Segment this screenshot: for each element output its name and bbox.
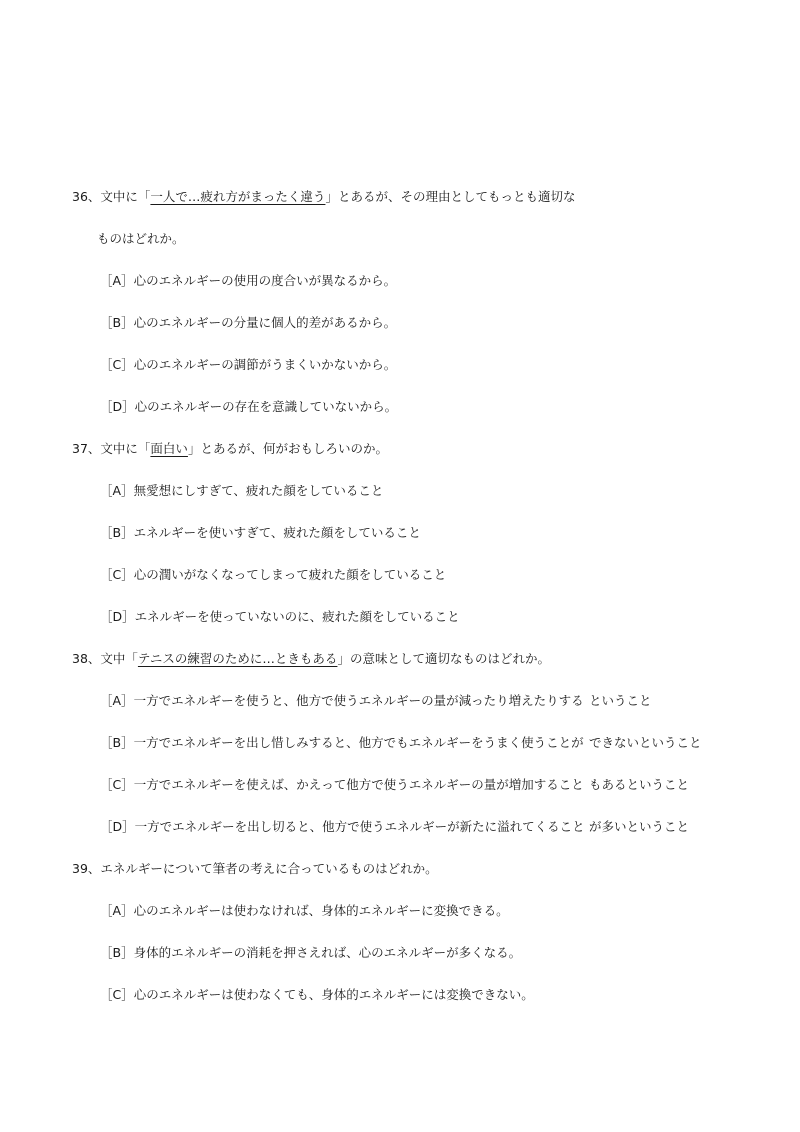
question-lead: 、文中に「 <box>87 441 151 456</box>
option-text: 心のエネルギーの存在を意識していないから。 <box>134 399 398 414</box>
option-38-d-tail: が多いということ <box>589 819 690 834</box>
option-text: 心のエネルギーは使わなくても、身体的エネルギーには変換できない。 <box>133 987 534 1002</box>
option-38-c <box>100 776 584 794</box>
option-38-d <box>100 818 585 836</box>
option-text: エネルギーを使いすぎて、疲れた顔をしていること <box>133 525 421 540</box>
option-text: 心のエネルギーの使用の度合いが異なるから。 <box>133 273 397 288</box>
question-number: 36 <box>72 189 88 204</box>
option-label: ［A］ <box>100 903 134 918</box>
option-label: ［D］ <box>100 609 135 624</box>
option-text: 心のエネルギーは使わなければ、身体的エネルギーに変換できる。 <box>133 903 509 918</box>
option-text: 一方でエネルギーを使うと、他方で使うエネルギーの量が減ったり増えたりする <box>133 693 584 708</box>
option-39-b <box>100 944 521 962</box>
option-text: 身体的エネルギーの消耗を押さえれば、心のエネルギーが多くなる。 <box>133 945 522 960</box>
option-38-b-tail: できないということ <box>589 735 702 750</box>
question-text: 」の意味として適切なものはどれか。 <box>337 651 550 666</box>
option-label: ［B］ <box>100 315 134 330</box>
quoted-phrase: テニスの練習のために…ときもある <box>137 651 338 666</box>
option-38-a-tail: ということ <box>589 693 652 708</box>
option-36-b <box>100 314 396 332</box>
question-lead: 、エネルギーについて筆者の考えに合っているものはどれか。 <box>87 861 438 876</box>
question-number: 37 <box>72 441 88 456</box>
option-text: 心のエネルギーの調節がうまくいかないから。 <box>133 357 397 372</box>
quoted-phrase: 一人で…疲れ方がまったく違う <box>150 189 326 204</box>
option-text: 一方でエネルギーを使えば、かえって他方で使うエネルギーの量が増加すること <box>133 777 584 792</box>
option-label: ［C］ <box>100 987 134 1002</box>
option-36-d <box>100 398 397 416</box>
option-label: ［D］ <box>100 819 135 834</box>
option-text: 心のエネルギーの分量に個人的差があるから。 <box>133 315 397 330</box>
option-text: 一方でエネルギーを出し惜しみすると、他方でもエネルギーをうまく使うことが <box>133 735 584 750</box>
option-36-c <box>100 356 396 374</box>
question-36 <box>72 188 575 206</box>
question-text: 」とあるが、その理由としてもっとも適切な <box>325 189 576 204</box>
option-text: 無愛想にしすぎて、疲れた顔をしていること <box>133 483 384 498</box>
question-lead: 、文中「 <box>87 651 138 666</box>
option-label: ［B］ <box>100 945 134 960</box>
option-label: ［A］ <box>100 483 134 498</box>
option-39-a <box>100 902 509 920</box>
option-38-b <box>100 734 584 752</box>
option-label: ［C］ <box>100 567 134 582</box>
option-37-d <box>100 608 460 626</box>
option-text: 一方でエネルギーを出し切ると、他方で使うエネルギーが新たに溢れてくること <box>134 819 585 834</box>
option-label: ［D］ <box>100 399 135 414</box>
option-label: ［C］ <box>100 357 134 372</box>
option-text: エネルギーを使っていないのに、疲れた顔をしていること <box>134 609 460 624</box>
question-37 <box>72 440 388 458</box>
option-38-a <box>100 692 584 710</box>
option-label: ［B］ <box>100 735 134 750</box>
question-36-continuation: ものはどれか。 <box>97 231 185 246</box>
question-number: 38 <box>72 651 88 666</box>
option-37-a <box>100 482 383 500</box>
option-38-c-tail: もあるということ <box>589 777 690 792</box>
question-38 <box>72 650 550 668</box>
option-37-c <box>100 566 446 584</box>
option-label: ［C］ <box>100 777 134 792</box>
question-number: 39 <box>72 861 88 876</box>
option-36-a <box>100 272 396 290</box>
question-lead: 、文中に「 <box>87 189 151 204</box>
quoted-phrase: 面白い <box>150 441 188 456</box>
option-39-c <box>100 986 534 1004</box>
option-label: ［B］ <box>100 525 134 540</box>
option-label: ［A］ <box>100 693 134 708</box>
question-text: 」とあるが、何がおもしろいのか。 <box>187 441 388 456</box>
option-37-b <box>100 524 421 542</box>
option-text: 心の潤いがなくなってしまって疲れた顔をしていること <box>133 567 447 582</box>
option-label: ［A］ <box>100 273 134 288</box>
question-39 <box>72 860 438 878</box>
